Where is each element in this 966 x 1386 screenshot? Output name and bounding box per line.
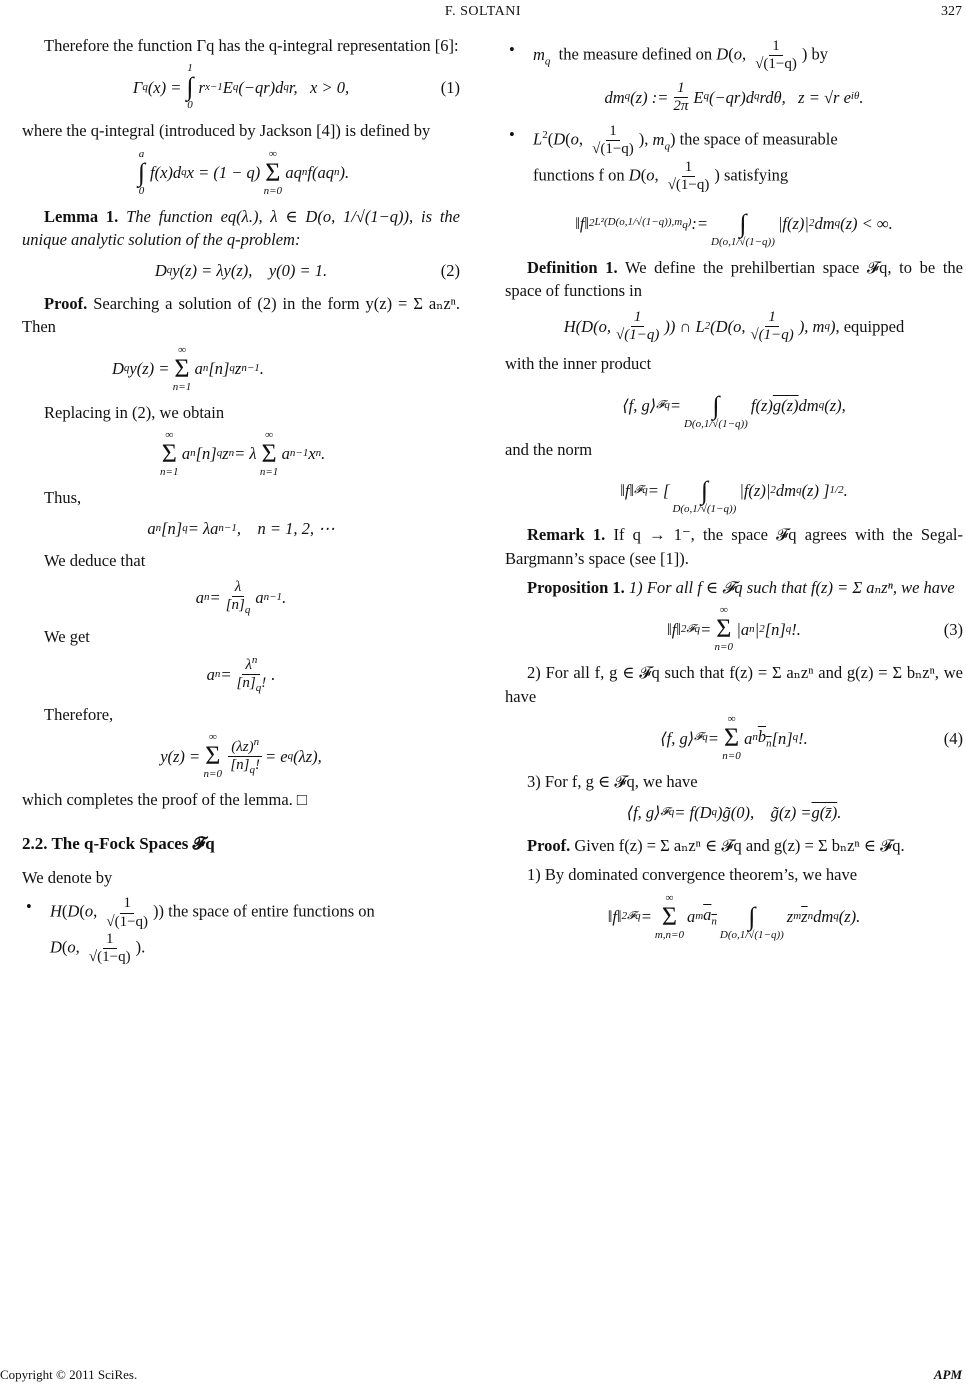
definition-1: Definition 1. We define the prehilbertian space 𝓕q, to be the space of functions in [505,258,964,301]
equation-series: ∞ Σ n=1 a n [n] q z n = λ ∞ Σ n=1 a n−1 x n . [160,428,326,478]
equation-recurrence: a n [n] q = λa n−1 , n = 1, 2, ⋯ [147,518,335,538]
equation-an: a n = $\frac{\lambda}{[n]_q}$ a n−1 . [195,578,287,617]
proposition-item-2: 2) For all f, g ∈ 𝓕q such that f(z) = Σ aₙzⁿ and g(z) = Σ bₙzⁿ, we have [505,663,963,706]
bullet-entire-functions: • H(D(o, $\frac{1}{√(1-q)}$ )) the space of entire functions on D(o, $\frac{1}{√(1-q)}$ ). [22,895,460,966]
intro-paragraph: Therefore the function Γq has the q-integral representation [6]: [44,36,459,55]
equation-number: (1) [440,77,460,97]
replacing-paragraph: Replacing in (2), we obtain [44,402,225,422]
equation-norm: ‖f‖ 𝓕q = [ ∫ D(o,1/√(1−q)) |f(z)| 2 dm q (z) ] 1/2 . [620,476,848,516]
section-heading: 2.2. The q-Fock Spaces 𝓕q [22,833,215,853]
equation-space-def: H(D(o, $\frac{1}{√(1-q)}$ )) ∩ L 2 (D(o, $\frac{1}{√(1-q)}$ ), m q ) , equipped [563,308,905,344]
right-column [505,34,963,949]
bullet-measure: • $m_q$ the measure defined on D(o, $\frac{1}{√(1-q)}$ ) by [505,38,963,74]
remark-1: Remark 1. If q → 1⁻, the space 𝓕q agrees with the Segal-Bargmann’s space (see [1]). [505,525,963,568]
journal-name: APM [933,1367,962,1382]
equation-dq-y: D q y(z) = ∞ Σ n=1 a n [n] q z n−1 . [112,343,264,393]
equation-reproducing: ⟨f, g⟩ 𝓕q = f(D q )g̃(0), g̃(z) = g(z̄) . [626,803,842,822]
equation-4: ⟨f, g⟩ 𝓕q = ∞ Σ n=0 a n $b_n$ [n] q !. (4) [660,713,963,763]
proposition-item-3: 3) For f, g ∈ 𝓕q, we have [527,772,698,792]
equation-solution: y(z) = ∞ Σ n=0 $\frac{(\lambda z)^n}{[n]_q!}$ = e q (λz), [160,731,322,781]
lemma-1: Lemma 1. The function eq(λ.), λ ∈ D(o, 1/√(1−q)), is the unique analytic solution of the q-problem: [22,206,461,250]
completes-paragraph: which completes the proof of the lemma. □ [22,790,307,810]
equation-1: Γ q (x) = 1 ∫ 0 r x−1 E q (−qr)d q r, x > 0, (1) [132,62,460,112]
left-column [22,34,460,972]
thus-paragraph: Thus, [44,487,82,507]
norm-paragraph: and the norm [505,439,593,459]
equation-measure: dm q (z) := $\frac{1}{2\pi}$ E q (−qr)d q rdθ, z = √r e iθ . [604,79,864,114]
copyright-notice: Copyright © 2011 SciRes. [0,1367,138,1382]
dominated-paragraph: 1) By dominated convergence theorem’s, we have [527,865,858,885]
bullet-dot: • [509,125,515,144]
equation-number: (4) [943,728,963,748]
equation-l2-norm: ‖f‖ 2 $L^2(D(o,1/√(1-q)),m_q)$ := ∫ D(o,1/√(1−q)) |f(z)| 2 dm q (z) < ∞. [575,209,893,248]
bullet-l2-space: • $L^2(D(o$, $\frac{1}{√(1-q)}$ ), $m_q$) the space of measurable functions f on D(o, $\frac{1}{√(1-q)}$ ) satisfying [505,123,963,194]
equation-jackson: a ∫ 0 f(x)d q x = (1 − q) ∞ Σ n=0 aq n f(aq n ). [137,147,350,197]
bullet-dot: • [509,40,515,59]
denote-paragraph: We denote by [22,867,113,887]
equation-inner-product: ⟨f, g⟩ 𝓕q = ∫ D(o,1/√(1−q)) f(z) g(z) dm q (z), [622,390,846,430]
deduce-paragraph: We deduce that [44,551,146,571]
page-number: 327 [941,4,962,19]
proof-paragraph: Proof. Searching a solution of (2) in the form y(z) = Σ aₙzⁿ. Then [22,293,461,337]
proposition-1: Proposition 1. 1) For all f ∈ 𝓕q such that f(z) = Σ aₙzⁿ, we have [527,578,955,598]
equation-an-closed: a n = $\frac{\lambda^n}{[n]_q!}$ . [206,654,276,695]
equation-2: D q y(z) = λy(z), y(0) = 1. (2) [22,258,460,284]
proof-proposition: Proof. Given f(z) = Σ aₙzⁿ ∈ 𝓕q and g(z) = Σ bₙzⁿ ∈ 𝓕q. [527,835,905,855]
running-head-author: F. SOLTANI [444,4,522,19]
jackson-paragraph: where the q-integral (introduced by Jackson [4]) is defined by [22,121,431,141]
equation-number: (2) [440,260,460,280]
therefore-paragraph: Therefore, [44,705,114,724]
equation-number: (3) [943,619,963,639]
page-header [0,2,966,24]
get-paragraph: We get [44,626,90,646]
equation-dominated: ‖f‖ 2 𝓕q = ∞ Σ m,n=0 a m $a_n$ ∫ D(o,1/√(1−q)) z m $\overline{z}$ n dm q (z). [607,891,861,941]
bullet-dot: • [26,897,32,917]
inner-product-paragraph: with the inner product [505,354,652,374]
equation-3: ‖f‖ 2 𝓕q = ∞ Σ n=0 |a n | 2 [n] q !. (3) [667,604,963,654]
